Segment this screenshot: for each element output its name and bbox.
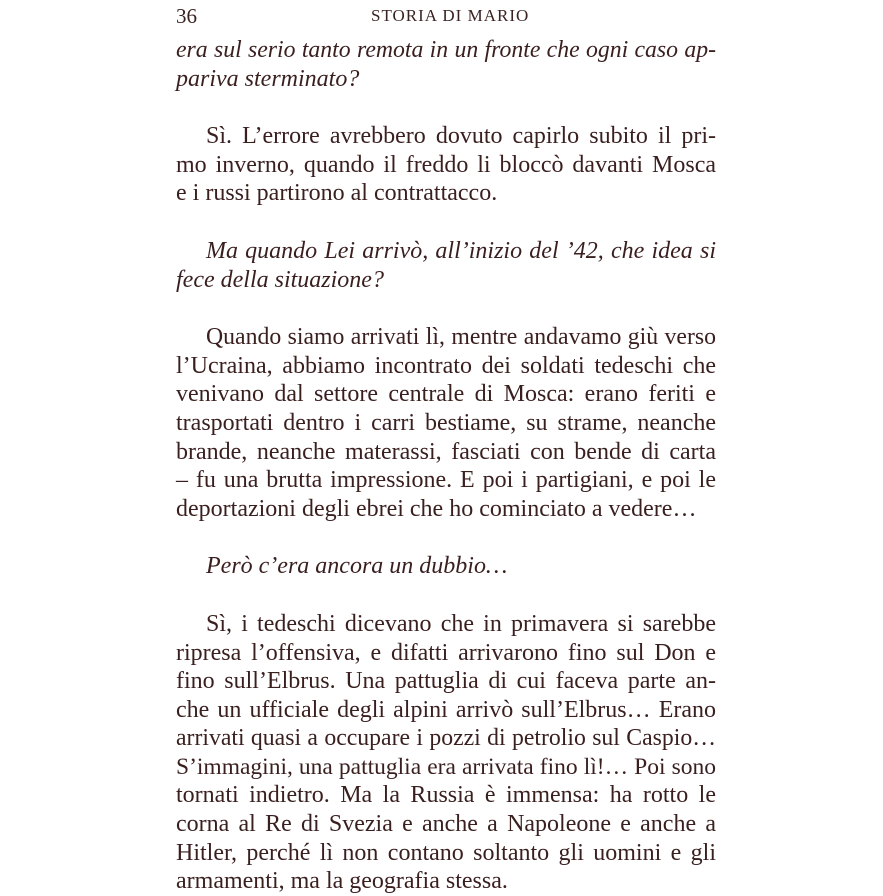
text-line: fino sull’Elbrus. Una pattuglia di cui faceva parte an- [176, 668, 716, 695]
answer-paragraph [176, 122, 716, 208]
text-line: venivano dal settore centrale di Mosca: erano feriti e [176, 381, 716, 408]
body-text [176, 36, 716, 896]
page-number: 36 [176, 4, 197, 28]
answer-paragraph [176, 323, 716, 523]
question-paragraph [176, 237, 716, 294]
text-line: Però c’era ancora un dubbio… [206, 553, 508, 580]
text-line: – fu una brutta impressione. E poi i partigiani, e poi le [176, 467, 716, 494]
text-line: Sì, i tedeschi dicevano che in primavera si sarebbe [206, 610, 716, 637]
text-line: Sì. L’errore avrebbero dovuto capirlo subito il pri- [206, 123, 716, 150]
text-line: che un ufficiale degli alpini arrivò sull’Elbrus… Erano [176, 696, 716, 723]
text-line: S’immagini, una pattuglia era arrivata fino lì!… Poi sono [176, 753, 716, 780]
text-line: Hitler, perché lì non contano soltanto gli uomini e gli [176, 839, 716, 866]
text-line: arrivati quasi a occupare i pozzi di petrolio sul Caspio… [176, 725, 716, 752]
text-line: fece della situazione? [176, 266, 384, 293]
text-line: Quando siamo arrivati lì, mentre andavamo giù verso [206, 324, 716, 351]
running-title: STORIA DI MARIO [371, 6, 530, 25]
question-paragraph [176, 36, 716, 93]
page-header [176, 4, 716, 30]
text-line: era sul serio tanto remota in un fronte che ogni caso ap- [176, 37, 716, 63]
text-line: e i russi partirono al contrattacco. [176, 180, 498, 207]
text-line: deportazioni degli ebrei che ho cominciato a vedere… [176, 495, 697, 522]
text-line: tornati indietro. Ma la Russia è immensa: ha rotto le [176, 782, 716, 809]
text-line: Ma quando Lei arrivò, all’inizio del ’42, che idea si [206, 237, 716, 264]
text-line: corna al Re di Svezia e anche a Napoleone e anche a [176, 811, 716, 838]
text-line: armamenti, ma la geografia stessa. [176, 868, 508, 895]
text-line: pariva sterminato? [176, 65, 360, 92]
text-line: trasportati dentro i carri bestiame, su strame, neanche [176, 409, 716, 436]
text-line: mo inverno, quando il freddo li bloccò davanti Mosca [176, 151, 716, 178]
text-line: l’Ucraina, abbiamo incontrato dei soldati tedeschi che [176, 352, 716, 379]
text-line: brande, neanche materassi, fasciati con bende di carta [176, 438, 716, 465]
text-line: ripresa l’offensiva, e difatti arrivarono fino sul Don e [176, 639, 716, 666]
answer-paragraph [176, 610, 716, 896]
question-paragraph [176, 552, 716, 581]
